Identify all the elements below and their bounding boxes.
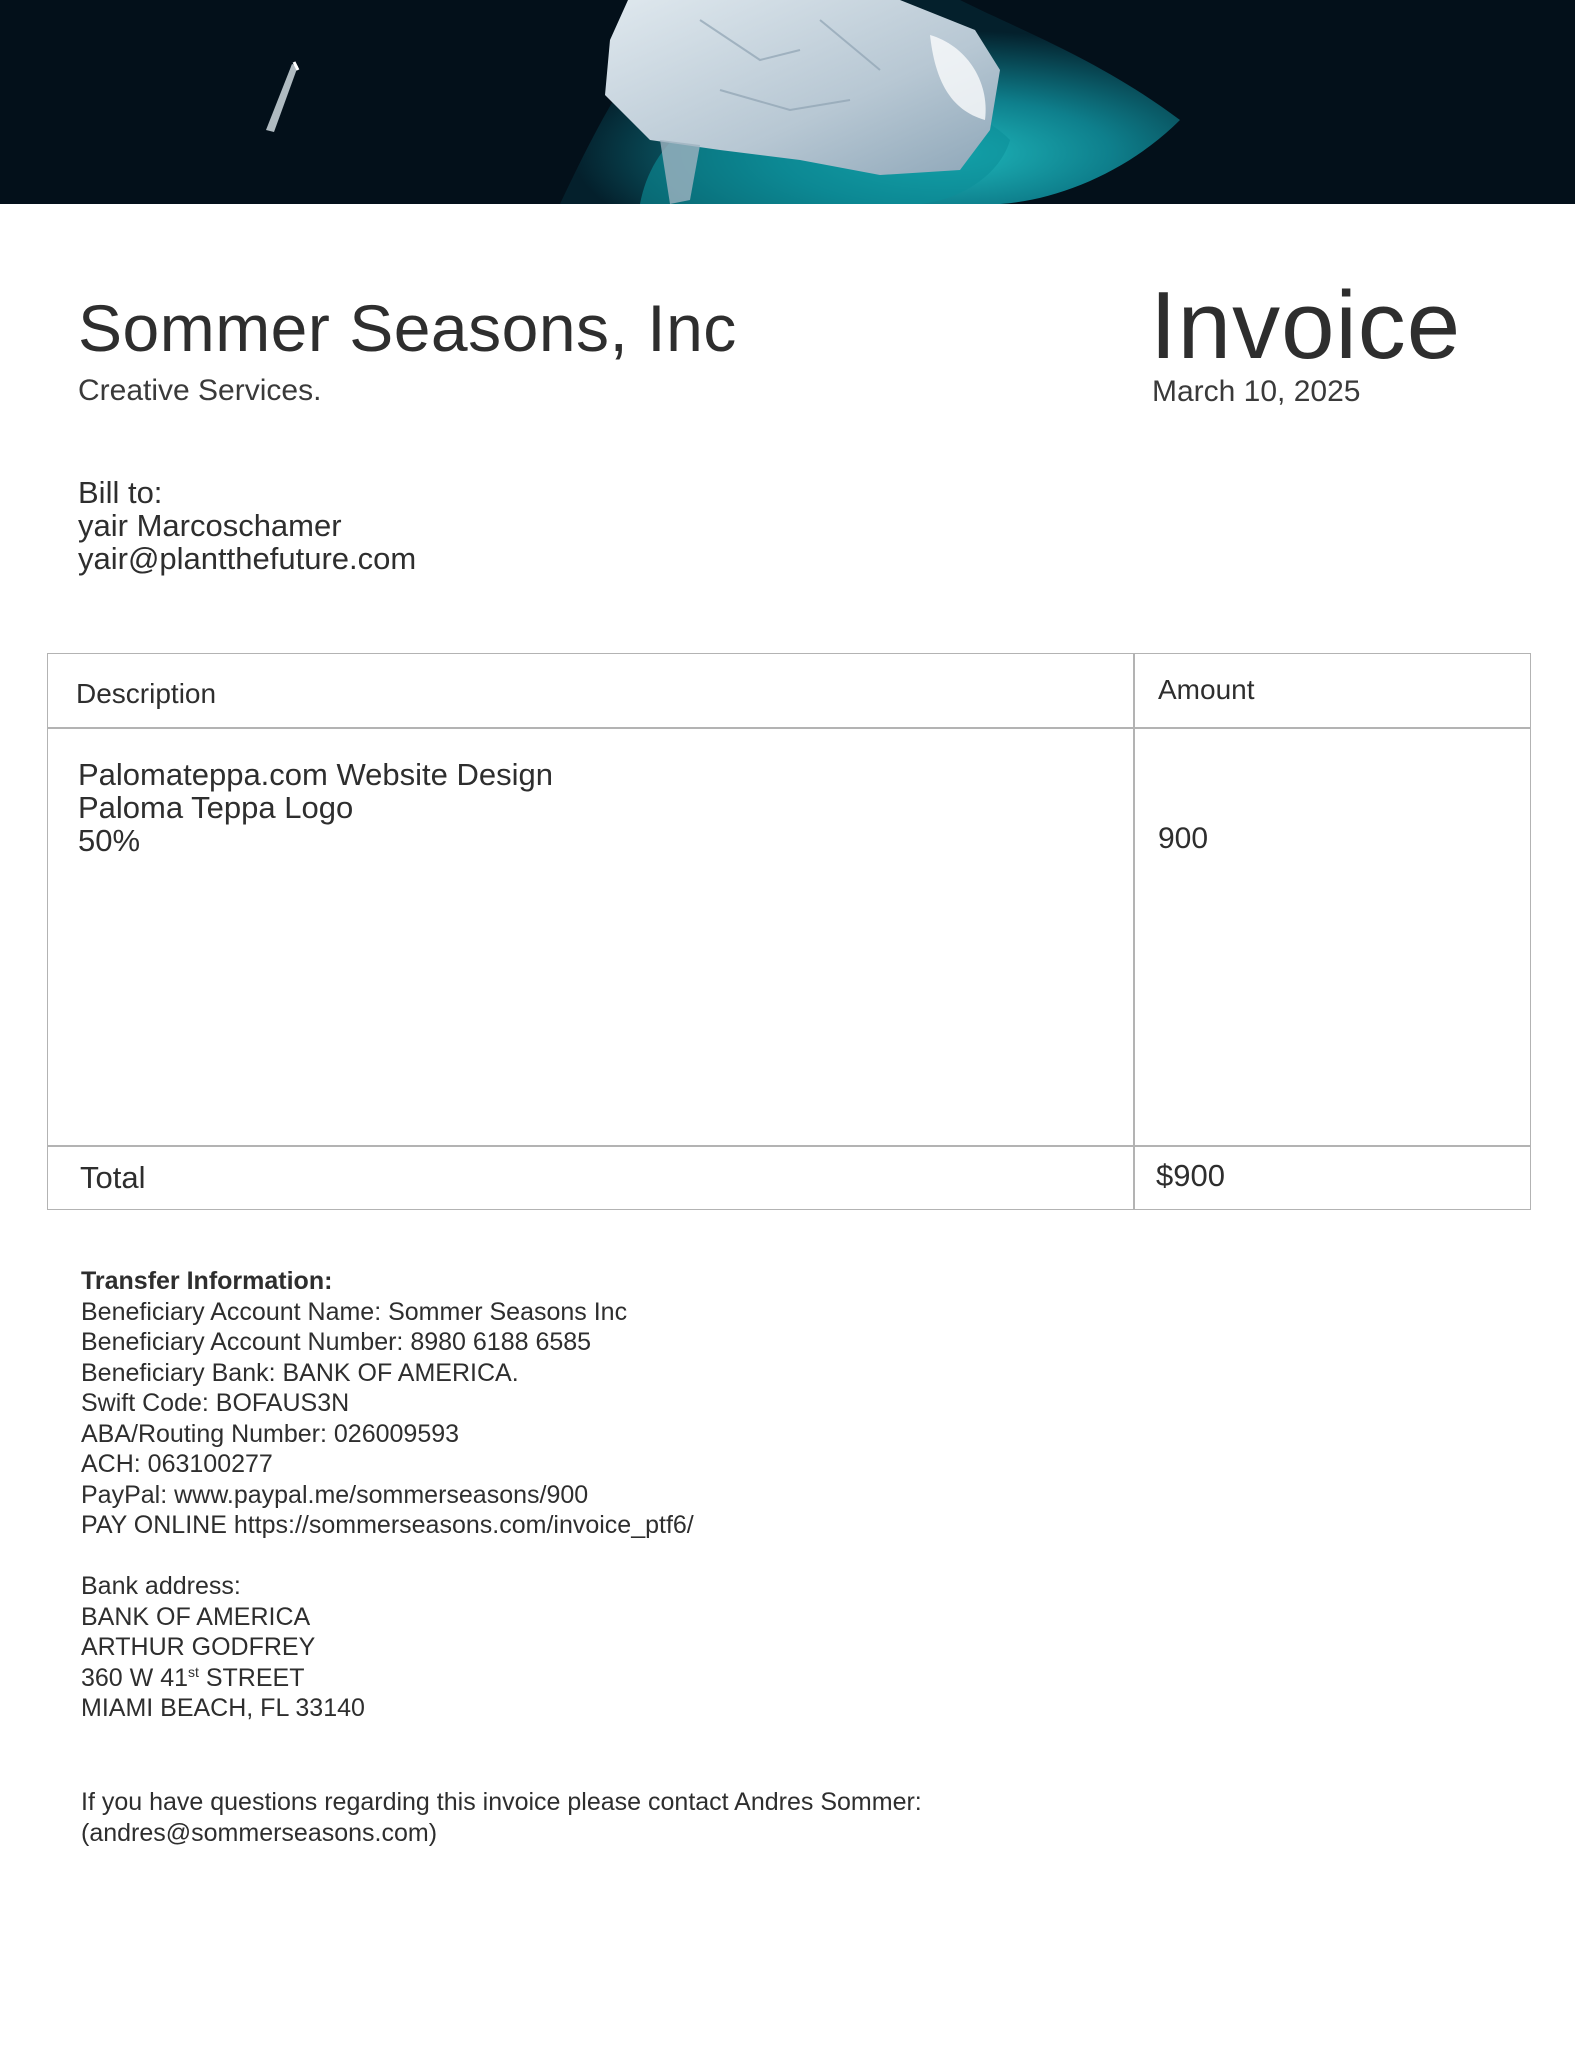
total-amount: $900 [1156, 1158, 1225, 1193]
bank-address-line: ARTHUR GODFREY [81, 1633, 316, 1661]
transfer-heading: Transfer Information: [81, 1267, 333, 1295]
table-header-divider [48, 727, 1530, 729]
line-item-text: Paloma Teppa Logo [78, 790, 354, 825]
bank-address-label: Bank address: [81, 1572, 241, 1600]
table-total-divider [48, 1145, 1530, 1147]
bank-address-line: 360 W 41st STREET [81, 1663, 305, 1692]
contact-text: If you have questions regarding this invoice please contact Andres Sommer: [81, 1788, 922, 1816]
company-tagline: Creative Services. [78, 374, 322, 407]
transfer-line: Beneficiary Bank: BANK OF AMERICA. [81, 1358, 519, 1387]
bank-address-line: MIAMI BEACH, FL 33140 [81, 1694, 365, 1722]
invoice-date: March 10, 2025 [1152, 375, 1361, 408]
contact-email[interactable]: (andres@sommerseasons.com) [81, 1818, 438, 1847]
line-item-text: 50% [78, 823, 141, 858]
transfer-line: ACH: 063100277 [81, 1450, 273, 1478]
column-header-description: Description [76, 678, 217, 709]
line-item-text: Palomateppa.com Website Design [78, 757, 554, 792]
paypal-link[interactable]: PayPal: www.paypal.me/sommerseasons/900 [81, 1480, 589, 1509]
contact-note [81, 1787, 922, 1848]
column-header-amount: Amount [1158, 674, 1255, 705]
company-name: Sommer Seasons, Inc [78, 291, 737, 365]
transfer-line: ABA/Routing Number: 026009593 [81, 1419, 460, 1448]
transfer-line: Beneficiary Account Name: Sommer Seasons Inc [81, 1297, 628, 1326]
pay-online-link[interactable]: PAY ONLINE https://sommerseasons.com/invoice_ptf6/ [81, 1511, 694, 1539]
line-item-amount: 900 [1158, 822, 1209, 855]
bank-address-line: BANK OF AMERICA [81, 1602, 311, 1631]
bill-to-email: yair@plantthefuture.com [78, 541, 417, 576]
bill-to-name: yair Marcoschamer [78, 508, 342, 543]
document-title: Invoice [1150, 272, 1462, 379]
total-label: Total [80, 1160, 146, 1195]
line-item-description [78, 758, 553, 857]
bill-to-block [78, 476, 416, 575]
bill-to-label: Bill to: [78, 475, 163, 510]
table-column-divider [1133, 654, 1135, 1209]
transfer-line: Swift Code: BOFAUS3N [81, 1389, 350, 1417]
invoice-table [47, 653, 1531, 1210]
banner-image [0, 0, 1575, 204]
transfer-information [81, 1266, 694, 1724]
transfer-line: Beneficiary Account Number: 8980 6188 6585 [81, 1328, 592, 1356]
